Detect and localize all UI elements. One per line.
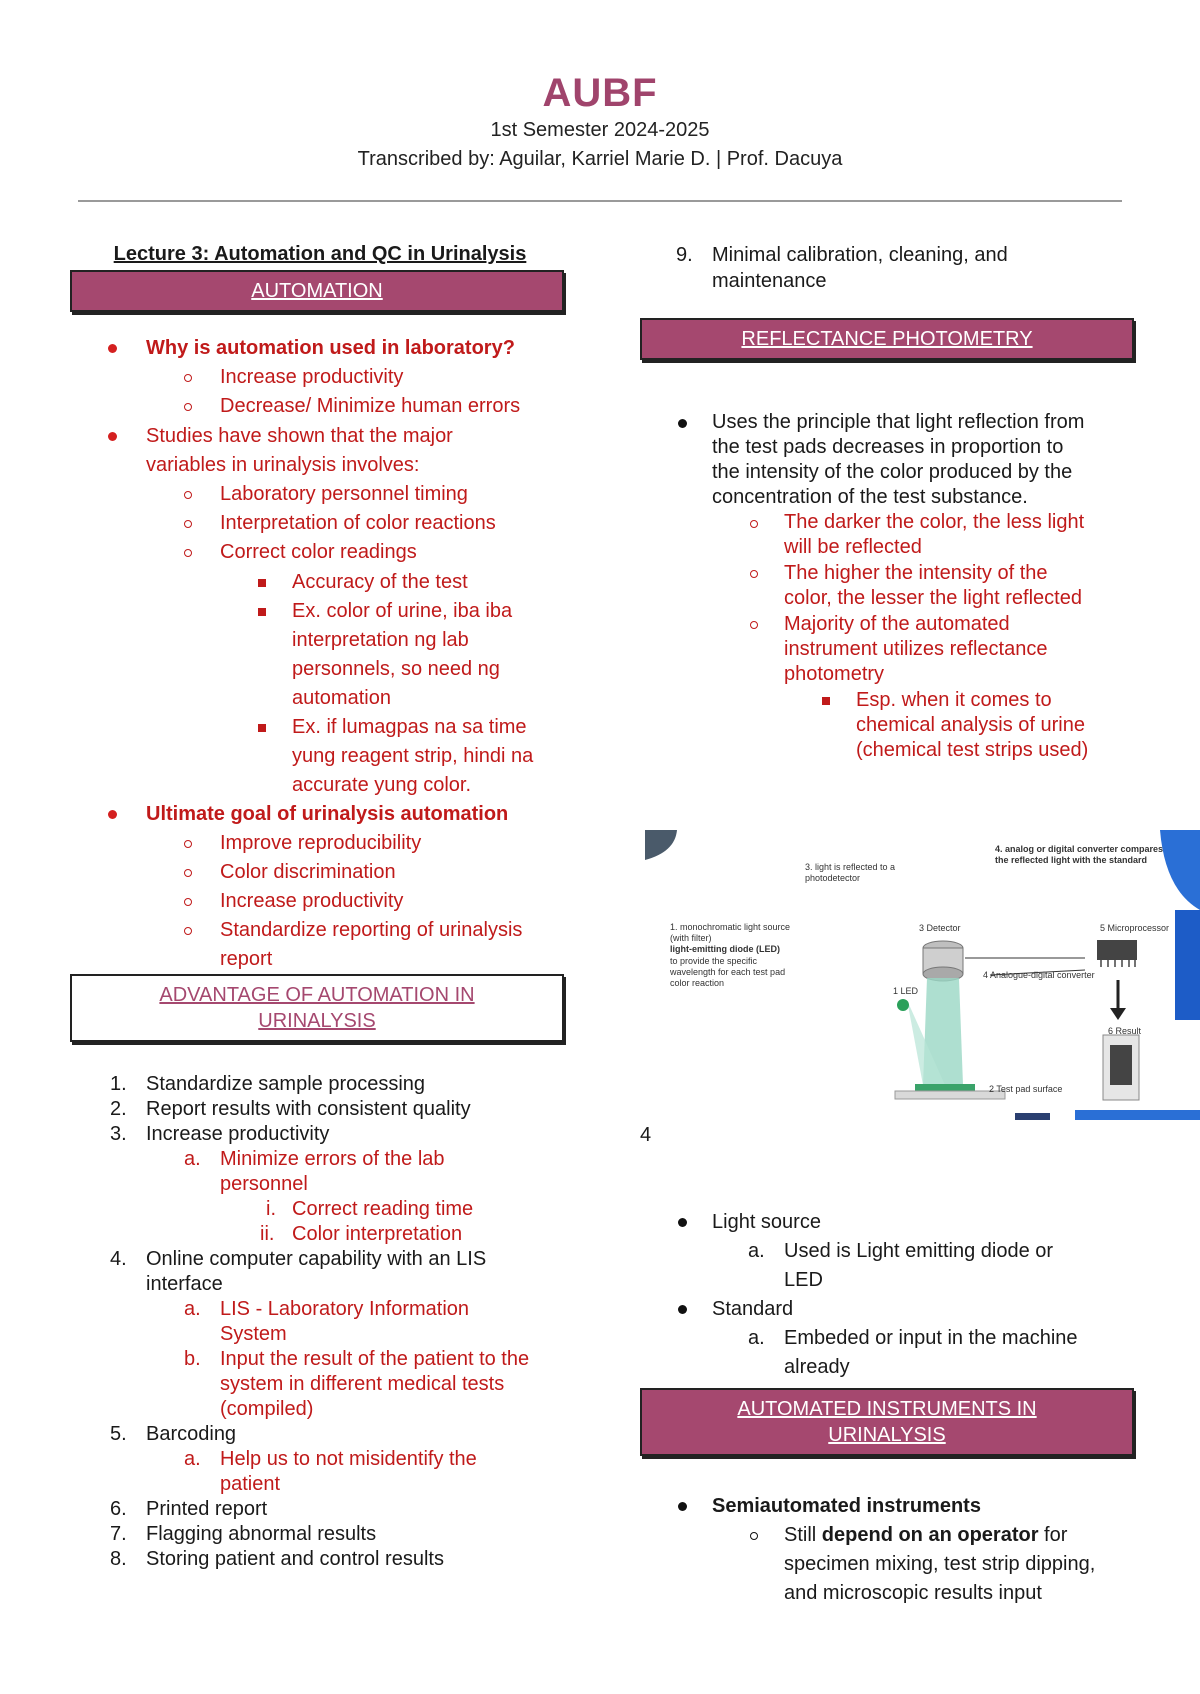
list-letter: a. xyxy=(184,1298,201,1320)
advantage-continued xyxy=(640,240,1160,300)
list-number: 3. xyxy=(110,1123,127,1145)
semiautomated-detail: and microscopic results input xyxy=(784,1582,1042,1604)
reflectance-point: will be reflected xyxy=(784,536,922,558)
list-roman: i. xyxy=(266,1198,276,1220)
advantage-item: Flagging abnormal results xyxy=(146,1523,377,1545)
semiautomated-detail: specimen mixing, test strip dipping, xyxy=(784,1553,1096,1575)
lecture-title: Lecture 3: Automation and QC in Urinalysis xyxy=(113,243,527,265)
advantage-subitem: personnel xyxy=(220,1173,308,1195)
bullet-dot xyxy=(108,810,117,819)
bullet-circle xyxy=(750,1532,758,1540)
advantage-item: Storing patient and control results xyxy=(146,1548,444,1570)
list-letter: a. xyxy=(184,1448,201,1470)
semiautomated-section xyxy=(640,1492,1160,1602)
left-column xyxy=(70,240,570,1592)
bullet-dot xyxy=(678,419,687,428)
diagram-label: 5 Microprocessor xyxy=(1100,923,1170,933)
advantage-subitem: (compiled) xyxy=(220,1398,314,1420)
why-automation-question: Why is automation used in laboratory? xyxy=(146,337,515,359)
light-source-item: Light source xyxy=(712,1211,821,1233)
advantage-item: Minimal calibration, cleaning, and xyxy=(712,244,1008,266)
reflectance-point: color, the lesser the light reflected xyxy=(784,587,1082,609)
list-number: 2. xyxy=(110,1098,127,1120)
automated-instruments-header-text: AUTOMATED INSTRUMENTS IN xyxy=(737,1398,1037,1420)
diagram-label: 4 Analogue-digital converter xyxy=(983,970,1095,980)
studies-text: Studies have shown that the major xyxy=(146,425,453,447)
automation-header-text: AUTOMATION xyxy=(251,280,383,302)
automated-instruments-header-text: URINALYSIS xyxy=(828,1424,946,1446)
advantages-list xyxy=(70,1072,570,1592)
advantage-subitem: patient xyxy=(220,1473,281,1495)
advantage-item: Standardize sample processing xyxy=(146,1073,426,1095)
advantage-subitem: Color interpretation xyxy=(292,1223,463,1245)
diagram-label: light-emitting diode (LED) xyxy=(670,944,780,954)
reflectance-text: the intensity of the color produced by the xyxy=(712,461,1073,483)
advantage-item: Barcoding xyxy=(146,1423,237,1445)
reflectance-text: concentration of the test substance. xyxy=(712,486,1028,508)
goal-item: Color discrimination xyxy=(220,861,396,883)
reflectance-point: instrument utilizes reflectance xyxy=(784,638,1048,660)
list-letter: a. xyxy=(184,1148,201,1170)
bullet-square xyxy=(822,697,830,705)
subitem: Accuracy of the test xyxy=(292,571,468,593)
semester-line: 1st Semester 2024-2025 xyxy=(490,119,710,141)
bullet-circle xyxy=(750,570,758,578)
header-divider xyxy=(78,200,1122,202)
automated-instruments-header xyxy=(640,1388,1134,1456)
advantage-subitem: LIS - Laboratory Information xyxy=(220,1298,470,1320)
reason-item: Decrease/ Minimize human errors xyxy=(220,395,521,417)
list-number: 5. xyxy=(110,1423,127,1445)
advantage-subitem: System xyxy=(220,1323,287,1345)
subitem: Ex. color of urine, iba iba xyxy=(292,600,513,622)
subitem: accurate yung color. xyxy=(292,774,471,796)
advantage-item: interface xyxy=(146,1273,223,1295)
studies-text: variables in urinalysis involves: xyxy=(146,454,420,476)
diagram-label: 3 Detector xyxy=(919,923,961,933)
light-source-section xyxy=(640,1208,1160,1378)
reflectance-point: The higher the intensity of the xyxy=(784,562,1048,584)
reflectance-point: Majority of the automated xyxy=(784,613,1010,635)
reflectance-header-text: REFLECTANCE PHOTOMETRY xyxy=(741,328,1033,350)
diagram-label: 6 Result xyxy=(1108,1026,1142,1036)
goal-item: Improve reproducibility xyxy=(220,832,422,854)
reflectance-bullets xyxy=(640,410,1160,770)
list-letter: b. xyxy=(184,1348,201,1370)
variable-item: Interpretation of color reactions xyxy=(220,512,496,534)
bullet-circle xyxy=(750,520,758,528)
variable-item: Laboratory personnel timing xyxy=(220,483,468,505)
reflectance-text: Uses the principle that light reflection from xyxy=(712,411,1085,433)
advantage-item: maintenance xyxy=(712,270,827,292)
ultimate-goal-heading: Ultimate goal of urinalysis automation xyxy=(146,803,509,825)
list-number: 4. xyxy=(110,1248,127,1270)
list-number: 6. xyxy=(110,1498,127,1520)
standard-item: Standard xyxy=(712,1298,794,1320)
advantage-subitem: Correct reading time xyxy=(292,1198,474,1220)
diagram-label: to provide the specific wavelength for each test pad color reaction xyxy=(670,956,786,988)
subitem: Ex. if lumagpas na sa time xyxy=(292,716,527,738)
list-number: 1. xyxy=(110,1073,127,1095)
standard-detail: Embeded or input in the machine xyxy=(784,1327,1078,1349)
advantage-subitem: Help us to not misidentify the xyxy=(220,1448,477,1470)
advantage-subitem: Minimize errors of the lab xyxy=(220,1148,445,1170)
bullet-dot xyxy=(108,432,117,441)
advantage-subitem: Input the result of the patient to the xyxy=(220,1348,530,1370)
goal-item: Standardize reporting of urinalysis xyxy=(220,919,523,941)
bullet-square xyxy=(258,579,266,587)
list-number: 7. xyxy=(110,1523,127,1545)
document-header xyxy=(0,70,1200,174)
diagram-label: 3. light is reflected to a photodetector xyxy=(805,862,896,883)
bullet-circle xyxy=(184,374,192,382)
bullet-circle xyxy=(184,927,192,935)
reflectance-diagram xyxy=(645,830,1200,1120)
variable-item: Correct color readings xyxy=(220,541,417,563)
list-letter: a. xyxy=(748,1327,765,1349)
goal-item: Increase productivity xyxy=(220,890,404,912)
reflectance-header xyxy=(640,318,1134,360)
automation-header xyxy=(70,270,564,312)
emphasis-text: depend on an operator xyxy=(821,1524,1039,1546)
reflectance-point: photometry xyxy=(784,663,885,685)
advantage-header-text: URINALYSIS xyxy=(258,1010,376,1032)
advantage-header xyxy=(70,974,564,1042)
subitem: yung reagent strip, hindi na xyxy=(292,745,534,767)
semiautomated-detail xyxy=(784,1521,1067,1550)
subitem: personnels, so need ng xyxy=(292,658,500,680)
bullet-dot xyxy=(678,1218,687,1227)
goal-item: report xyxy=(220,948,273,970)
bullet-circle xyxy=(184,520,192,528)
reflectance-text: the test pads decreases in proportion to xyxy=(712,436,1064,458)
advantage-header-text: ADVANTAGE OF AUTOMATION IN xyxy=(159,984,475,1006)
advantage-item: Printed report xyxy=(146,1498,268,1520)
bullet-circle xyxy=(184,403,192,411)
standard-detail: already xyxy=(784,1356,850,1378)
subitem: automation xyxy=(292,687,391,709)
advantage-item: Online computer capability with an LIS xyxy=(146,1248,487,1270)
text-span: for xyxy=(1038,1524,1068,1546)
transcriber-line: Transcribed by: Aguilar, Karriel Marie D. | Prof. Dacuya xyxy=(357,148,843,170)
list-number: 8. xyxy=(110,1548,127,1570)
reflectance-subpoint: (chemical test strips used) xyxy=(856,739,1089,761)
reflectance-point: The darker the color, the less light xyxy=(784,511,1085,533)
bullet-circle xyxy=(184,869,192,877)
bullet-dot xyxy=(678,1305,687,1314)
bullet-circle xyxy=(184,491,192,499)
bullet-dot xyxy=(678,1502,687,1511)
page-number: 4 xyxy=(640,1124,652,1146)
bullet-circle xyxy=(184,840,192,848)
bullet-square xyxy=(258,608,266,616)
text-span: Still xyxy=(784,1524,822,1546)
list-roman: ii. xyxy=(260,1223,275,1245)
bullet-square xyxy=(258,724,266,732)
semiautomated-heading: Semiautomated instruments xyxy=(712,1495,981,1517)
light-source-detail: LED xyxy=(784,1269,823,1291)
reflectance-subpoint: Esp. when it comes to xyxy=(856,689,1052,711)
diagram-label: 1 LED xyxy=(893,986,919,996)
advantage-item: Increase productivity xyxy=(146,1123,330,1145)
diagram-label: 1. monochromatic light source (with filter) xyxy=(670,922,791,943)
advantage-subitem: system in different medical tests xyxy=(220,1373,505,1395)
bullet-dot xyxy=(108,344,117,353)
light-source-detail: Used is Light emitting diode or xyxy=(784,1240,1054,1262)
reflectance-subpoint: chemical analysis of urine xyxy=(856,714,1085,736)
right-column xyxy=(640,240,1160,770)
document-title: AUBF xyxy=(542,71,658,115)
bullet-circle xyxy=(750,621,758,629)
diagram-label: 4. analog or digital converter compares the reflected light with the standard xyxy=(995,844,1164,865)
reason-item: Increase productivity xyxy=(220,366,404,388)
automation-bullets xyxy=(70,334,570,974)
advantage-item: Report results with consistent quality xyxy=(146,1098,471,1120)
bullet-circle xyxy=(184,549,192,557)
list-letter: a. xyxy=(748,1240,765,1262)
bullet-circle xyxy=(184,898,192,906)
diagram-label: 2 Test pad surface xyxy=(989,1084,1063,1094)
subitem: interpretation ng lab xyxy=(292,629,469,651)
list-number: 9. xyxy=(676,244,693,266)
